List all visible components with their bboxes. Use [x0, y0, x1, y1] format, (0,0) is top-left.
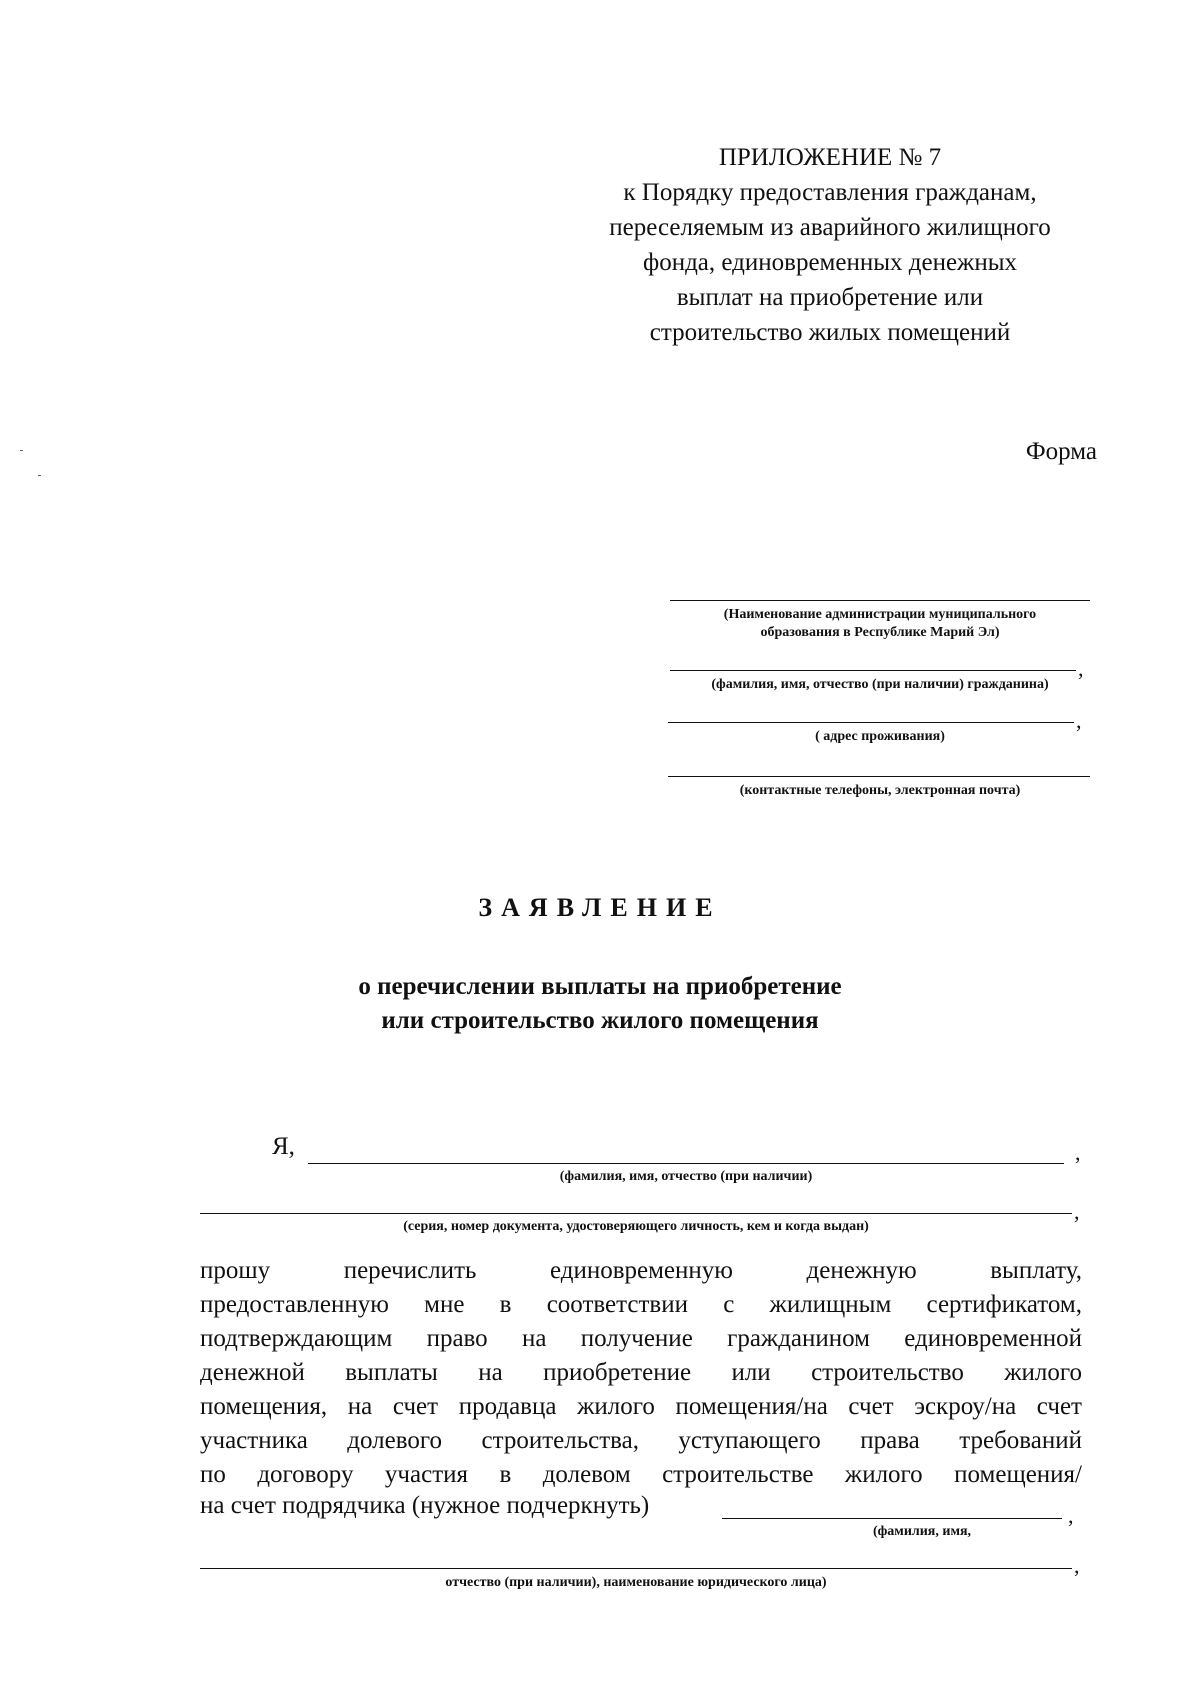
appendix-line: выплат на приобретение или [676, 284, 984, 311]
document-subtitle [0, 970, 1200, 1038]
payee-name-field[interactable] [200, 1568, 1072, 1569]
payee-field[interactable] [722, 1518, 1062, 1519]
appendix-line: строительство жилых помещений [649, 319, 1011, 346]
comma: , [1078, 656, 1084, 681]
subtitle-line: о перечислении выплаты на приобретение [358, 973, 842, 1000]
form-label: Форма [1025, 438, 1097, 465]
admin-caption [660, 606, 1100, 642]
appendix-line: переселяемым из аварийного жилищного [609, 214, 1051, 241]
body-line: подтверждающим право на получение гражданином единовременной [200, 1325, 1082, 1352]
body-line: предоставленную мне в соответствии с жилищным сертификатом, [200, 1291, 1082, 1318]
address-caption: ( адрес проживания) [815, 729, 945, 744]
document-title: ЗАЯВЛЕНИЕ [478, 893, 722, 922]
scan-mark [38, 475, 41, 476]
appendix-line: ПРИЛОЖЕНИЕ № 7 [718, 144, 942, 171]
body-line: прошу перечислить единовременную денежную выплату, [200, 1257, 1082, 1284]
body-paragraph [200, 1254, 1082, 1492]
applicant-name-field[interactable] [308, 1163, 1064, 1164]
applicant-id-caption: (серия, номер документа, удостоверяющего личность, кем и когда выдан) [403, 1219, 869, 1234]
body-last-line: на счет подрядчика (нужное подчеркнуть) [200, 1492, 650, 1519]
body-line: денежной выплаты на приобретение или строительство жилого [200, 1359, 1082, 1386]
appendix-line: фонда, единовременных денежных [643, 249, 1017, 276]
body-line: помещения, на счет продавца жилого помещения/на счет эскроу/на счет [200, 1393, 1082, 1420]
admin-caption-line: образования в Республике Марий Эл) [760, 625, 1000, 640]
comma: , [1074, 1553, 1080, 1578]
appendix-line: к Порядку предоставления гражданам, [623, 179, 1037, 206]
payee-caption-2: отчество (при наличии), наименование юридического лица) [445, 1575, 827, 1590]
address-field[interactable] [668, 722, 1074, 723]
subtitle-line: или строительство жилого помещения [381, 1007, 819, 1034]
citizen-caption: (фамилия, имя, отчество (при наличии) гражданина) [711, 677, 1049, 692]
applicant-name-caption: (фамилия, имя, отчество (при наличии) [559, 1169, 813, 1184]
citizen-name-field[interactable] [670, 670, 1076, 671]
comma: , [1068, 1503, 1074, 1528]
body-line: по договору участия в долевом строительстве жилого помещения/ [200, 1461, 1082, 1488]
body-line: участника долевого строительства, уступающего права требований [200, 1427, 1082, 1454]
scan-mark [20, 450, 23, 451]
comma: , [1074, 1199, 1080, 1224]
payee-caption-1: (фамилия, имя, [872, 1524, 972, 1539]
appendix-header [560, 140, 1100, 350]
applicant-id-field[interactable] [200, 1213, 1072, 1214]
contacts-caption: (контактные телефоны, электронная почта) [739, 783, 1021, 798]
admin-name-field[interactable] [670, 600, 1090, 601]
applicant-prefix: Я, [272, 1133, 295, 1160]
admin-caption-line: (Наименование администрации муниципального [723, 607, 1037, 622]
contacts-field[interactable] [668, 776, 1090, 777]
comma: , [1075, 1140, 1081, 1165]
comma: , [1076, 708, 1082, 733]
